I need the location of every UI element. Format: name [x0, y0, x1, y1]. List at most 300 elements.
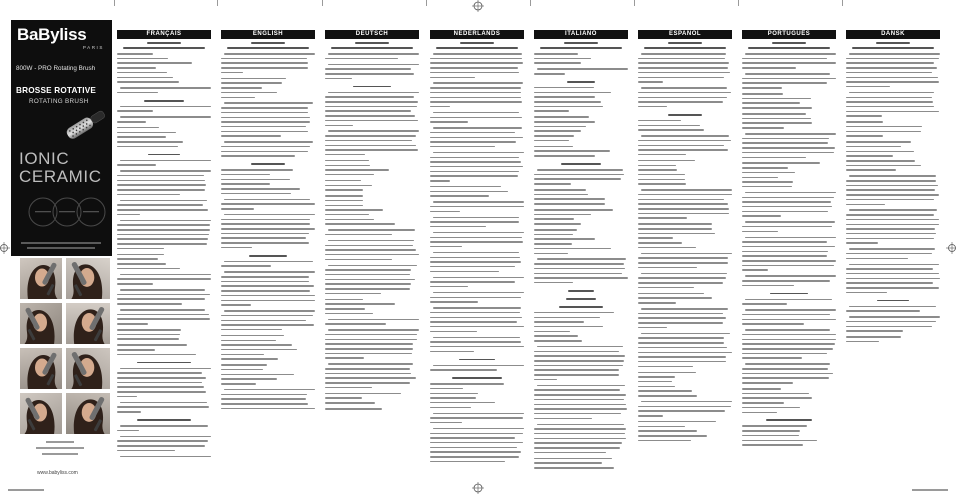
- text-line: [745, 221, 835, 223]
- text-line: [846, 238, 934, 240]
- text-line: [534, 135, 574, 137]
- text-line: [638, 287, 694, 289]
- text-line: [430, 161, 521, 163]
- text-line: [117, 445, 205, 447]
- text-line: [742, 157, 806, 159]
- text-line: [638, 277, 726, 279]
- text-line: [638, 262, 728, 264]
- text-line: [638, 247, 696, 249]
- text-line: [117, 189, 205, 191]
- text-line: [742, 407, 800, 409]
- text-line: [638, 145, 724, 147]
- text-line: [742, 102, 800, 104]
- text-line: [534, 413, 621, 415]
- language-header: DANSK: [846, 30, 940, 39]
- text-line: [433, 307, 521, 309]
- text-line: [120, 106, 211, 108]
- text-line: [430, 286, 468, 288]
- text-line: [325, 269, 411, 271]
- text-line: [120, 200, 207, 202]
- usage-photo-8: [66, 393, 110, 434]
- text-line: [641, 135, 729, 137]
- text-line: [221, 233, 309, 235]
- section-heading-line: [770, 293, 807, 295]
- text-line: [638, 120, 681, 122]
- column-subtitle-line: [227, 47, 309, 49]
- text-line: [221, 107, 308, 109]
- text-line: [325, 115, 415, 117]
- text-line: [742, 334, 836, 336]
- text-line: [430, 257, 520, 259]
- text-line: [742, 118, 811, 120]
- text-line: [430, 241, 523, 243]
- text-line: [117, 391, 206, 393]
- text-line: [117, 258, 158, 260]
- text-line: [742, 319, 836, 321]
- text-line: [221, 117, 310, 119]
- text-line: [534, 209, 613, 211]
- text-line: [742, 167, 788, 169]
- text-line: [117, 164, 156, 166]
- text-line: [430, 180, 450, 182]
- text-line: [221, 174, 270, 176]
- text-line: [846, 219, 939, 221]
- text-line: [221, 340, 276, 342]
- registration-mark-icon: [472, 482, 484, 494]
- text-line: [325, 120, 418, 122]
- text-line: [534, 277, 628, 279]
- text-line: [638, 62, 729, 64]
- text-line: [325, 205, 363, 207]
- text-line: [638, 390, 692, 392]
- text-line: [534, 229, 577, 231]
- text-line: [325, 68, 411, 70]
- usage-photo-3: [20, 303, 62, 344]
- text-line: [742, 127, 784, 129]
- text-line: [742, 98, 811, 100]
- text-line: [325, 377, 416, 379]
- text-line: [117, 334, 180, 336]
- text-line: [745, 73, 830, 75]
- text-line: [534, 462, 602, 464]
- text-line: [742, 444, 803, 446]
- text-line: [221, 92, 277, 94]
- text-line: [534, 223, 581, 225]
- text-line: [534, 369, 619, 371]
- language-column-dansk: [846, 30, 940, 473]
- text-line: [325, 279, 415, 281]
- text-line: [638, 213, 729, 215]
- text-line: [221, 228, 315, 230]
- text-line: [430, 447, 517, 449]
- text-line: [534, 87, 594, 89]
- section-heading-line: [566, 298, 597, 300]
- text-line: [534, 335, 578, 337]
- instructions-text: [742, 41, 836, 473]
- text-line: [742, 435, 799, 437]
- column-subtitle-line: [644, 47, 726, 49]
- text-line: [325, 249, 416, 251]
- text-line: [221, 223, 310, 225]
- text-line: [117, 204, 203, 206]
- text-line: [430, 211, 460, 213]
- text-line: [221, 358, 278, 360]
- text-line: [849, 306, 936, 308]
- text-line: [534, 394, 626, 396]
- brand-logo: BaByliss: [17, 25, 87, 44]
- text-line: [638, 81, 663, 83]
- text-line: [534, 438, 626, 440]
- text-line: [534, 53, 578, 55]
- text-line: [534, 317, 600, 319]
- column-subtitle-line: [355, 42, 389, 44]
- text-line: [534, 389, 620, 391]
- text-line: [221, 335, 284, 337]
- column-subtitle-line: [331, 47, 413, 49]
- text-line: [221, 131, 308, 133]
- text-line: [430, 141, 516, 143]
- text-line: [534, 399, 624, 401]
- text-line: [221, 378, 277, 380]
- text-line: [638, 317, 726, 319]
- text-line: [430, 331, 477, 333]
- column-subtitle-line: [668, 42, 702, 44]
- text-line: [325, 185, 372, 187]
- text-line: [534, 404, 626, 406]
- text-line: [534, 130, 581, 132]
- text-line: [120, 309, 205, 311]
- text-line: [846, 151, 914, 153]
- text-line: [221, 329, 282, 331]
- text-line: [742, 162, 820, 164]
- text-line: [846, 242, 878, 244]
- text-line: [117, 209, 208, 211]
- text-line: [849, 264, 939, 266]
- text-line: [638, 140, 731, 142]
- text-line: [534, 458, 612, 460]
- text-line: [638, 154, 686, 156]
- text-line: [224, 53, 315, 55]
- text-line: [638, 233, 715, 235]
- text-line: [117, 110, 153, 112]
- text-line: [846, 121, 883, 123]
- text-line: [221, 97, 255, 99]
- text-line: [846, 199, 934, 201]
- text-line: [742, 152, 834, 154]
- text-line: [117, 72, 167, 74]
- text-line: [221, 72, 243, 74]
- text-line: [117, 318, 210, 320]
- language-header: DEUTSCH: [325, 30, 419, 39]
- text-line: [117, 58, 168, 60]
- section-heading-line: [559, 306, 603, 308]
- text-line: [846, 77, 938, 79]
- text-line: [328, 265, 417, 267]
- text-line: [221, 188, 300, 190]
- text-line: [433, 201, 524, 203]
- text-line: [325, 348, 413, 350]
- text-line: [120, 116, 211, 118]
- usage-photo-1: [20, 258, 62, 299]
- text-line: [638, 242, 682, 244]
- text-line: [430, 407, 471, 409]
- text-line: [325, 393, 401, 395]
- text-line: [325, 149, 418, 151]
- text-line: [638, 293, 704, 295]
- text-line: [325, 368, 410, 370]
- text-line: [638, 194, 732, 196]
- text-line: [846, 194, 939, 196]
- text-line: [742, 357, 802, 359]
- text-line: [433, 365, 524, 367]
- text-line: [742, 425, 807, 427]
- text-line: [117, 430, 139, 432]
- portrait-image: [66, 303, 110, 344]
- text-line: [534, 263, 624, 265]
- text-line: [534, 106, 603, 108]
- text-line: [221, 295, 315, 297]
- text-line: [325, 200, 363, 202]
- text-line: [846, 287, 939, 289]
- text-line: [430, 346, 524, 348]
- text-line: [638, 174, 685, 176]
- text-line: [534, 379, 557, 381]
- text-line: [846, 160, 915, 162]
- text-line: [638, 237, 673, 239]
- page-code-line: [912, 489, 948, 491]
- text-line: [325, 110, 411, 112]
- text-line: [742, 172, 795, 174]
- text-line: [430, 266, 515, 268]
- text-line: [430, 221, 519, 223]
- rotating-brush-image: [61, 106, 109, 144]
- text-line: [742, 368, 828, 370]
- text-line: [745, 299, 832, 301]
- text-line: [638, 435, 707, 437]
- text-line: [638, 282, 723, 284]
- text-line: [742, 82, 827, 84]
- text-line: [325, 283, 411, 285]
- text-line: [117, 175, 204, 177]
- text-line: [120, 87, 211, 89]
- text-line: [221, 219, 310, 221]
- text-line: [638, 183, 686, 185]
- text-line: [430, 58, 522, 60]
- column-subtitle-line: [251, 42, 285, 44]
- fold-mark: [738, 0, 739, 6]
- text-line: [641, 253, 732, 255]
- text-line: [117, 62, 192, 64]
- text-line: [638, 361, 726, 363]
- text-line: [221, 300, 315, 302]
- text-line: [534, 238, 595, 240]
- section-heading-line: [561, 163, 601, 165]
- text-line: [534, 418, 592, 420]
- text-line: [430, 171, 519, 173]
- text-line: [638, 179, 685, 181]
- language-header: ITALIANO: [534, 30, 628, 39]
- text-line: [641, 333, 730, 335]
- text-line: [325, 169, 389, 171]
- text-line: [534, 442, 622, 444]
- text-line: [325, 343, 413, 345]
- text-line: [846, 310, 920, 312]
- portrait-image: [20, 258, 62, 299]
- text-line: [430, 402, 495, 404]
- text-line: [430, 341, 521, 343]
- text-line: [325, 154, 365, 156]
- text-line: [534, 150, 610, 152]
- instructions-text: [430, 41, 524, 473]
- text-line: [537, 258, 626, 260]
- instructions-text: [534, 41, 628, 473]
- text-line: [534, 146, 573, 148]
- text-line: [328, 240, 414, 242]
- text-line: [641, 308, 728, 310]
- text-line: [325, 303, 395, 305]
- text-line: [433, 53, 522, 55]
- text-line: [433, 127, 522, 129]
- text-line: [221, 324, 314, 326]
- text-line: [117, 344, 187, 346]
- text-line: [117, 314, 209, 316]
- text-line: [328, 319, 419, 321]
- text-line: [221, 203, 315, 205]
- text-line: [641, 87, 727, 89]
- text-line: [534, 331, 570, 333]
- text-line: [849, 92, 934, 94]
- registration-mark-icon: [946, 242, 956, 254]
- text-line: [742, 373, 833, 375]
- text-line: [846, 204, 885, 206]
- language-header: FRANÇAIS: [117, 30, 211, 39]
- section-heading-line: [353, 86, 391, 88]
- text-line: [846, 224, 939, 226]
- text-line: [846, 101, 933, 103]
- text-line: [846, 228, 935, 230]
- text-line: [325, 382, 410, 384]
- text-line: [117, 354, 196, 356]
- text-line: [430, 417, 523, 419]
- text-line: [433, 292, 524, 294]
- text-line: [638, 165, 676, 167]
- text-line: [325, 180, 361, 182]
- instructions-text: [325, 41, 419, 473]
- text-line: [120, 274, 211, 276]
- text-line: [742, 339, 836, 341]
- website-url: www.babyliss.com: [37, 470, 78, 476]
- section-heading-line: [148, 154, 179, 156]
- text-line: [638, 430, 697, 432]
- text-line: [117, 329, 181, 331]
- text-line: [117, 127, 159, 129]
- text-line: [328, 53, 419, 55]
- text-line: [120, 368, 211, 370]
- text-line: [638, 376, 675, 378]
- text-line: [433, 152, 524, 154]
- text-line: [325, 293, 381, 295]
- text-line: [433, 337, 520, 339]
- text-line: [742, 215, 781, 217]
- text-line: [534, 340, 582, 342]
- text-line: [534, 140, 569, 142]
- text-line: [328, 329, 419, 331]
- text-line: [742, 226, 832, 228]
- text-line: [117, 372, 202, 374]
- text-line: [534, 326, 603, 328]
- text-line: [846, 111, 939, 113]
- text-line: [430, 72, 519, 74]
- text-line: [742, 353, 827, 355]
- text-line: [534, 234, 573, 236]
- text-line: [325, 234, 392, 236]
- column-subtitle-line: [876, 42, 910, 44]
- column-subtitle-line: [436, 47, 518, 49]
- text-line: [846, 282, 933, 284]
- text-line: [537, 385, 625, 387]
- text-line: [534, 116, 589, 118]
- section-heading-line: [144, 100, 184, 102]
- text-line: [430, 226, 486, 228]
- text-line: [638, 356, 726, 358]
- text-line: [638, 421, 716, 423]
- text-line: [638, 322, 723, 324]
- text-line: [325, 397, 362, 399]
- column-subtitle-line: [123, 47, 205, 49]
- text-line: [849, 248, 935, 250]
- page-code-line: [8, 489, 44, 491]
- usage-photo-4: [66, 303, 110, 344]
- text-line: [638, 297, 712, 299]
- text-line: [638, 406, 731, 408]
- text-line: [325, 195, 363, 197]
- text-line: [846, 146, 901, 148]
- text-line: [846, 62, 934, 64]
- usage-photo-7: [20, 393, 62, 434]
- feature-circles-graphic: [27, 191, 107, 233]
- text-line: [430, 451, 521, 453]
- text-line: [117, 382, 202, 384]
- text-line: [221, 82, 282, 84]
- section-heading-line: [251, 163, 285, 165]
- text-line: [430, 271, 499, 273]
- language-column-english: [221, 30, 315, 473]
- text-line: [325, 214, 369, 216]
- column-subtitle-line: [772, 42, 806, 44]
- text-line: [325, 313, 373, 315]
- section-heading-line: [877, 300, 909, 302]
- text-line: [638, 381, 672, 383]
- text-line: [221, 315, 313, 317]
- text-line: [117, 214, 140, 216]
- text-line: [325, 58, 398, 60]
- cover-fine-print-line: [21, 242, 101, 244]
- text-line: [221, 349, 297, 351]
- text-line: [430, 312, 520, 314]
- section-heading-line: [137, 362, 191, 364]
- text-line: [430, 442, 523, 444]
- text-line: [430, 369, 497, 371]
- text-line: [742, 440, 817, 442]
- text-line: [638, 366, 693, 368]
- text-line: [742, 323, 804, 325]
- text-line: [638, 386, 675, 388]
- text-line: [221, 179, 290, 181]
- text-line: [430, 77, 475, 79]
- text-line: [117, 349, 155, 351]
- text-line: [221, 78, 286, 80]
- text-line: [742, 402, 784, 404]
